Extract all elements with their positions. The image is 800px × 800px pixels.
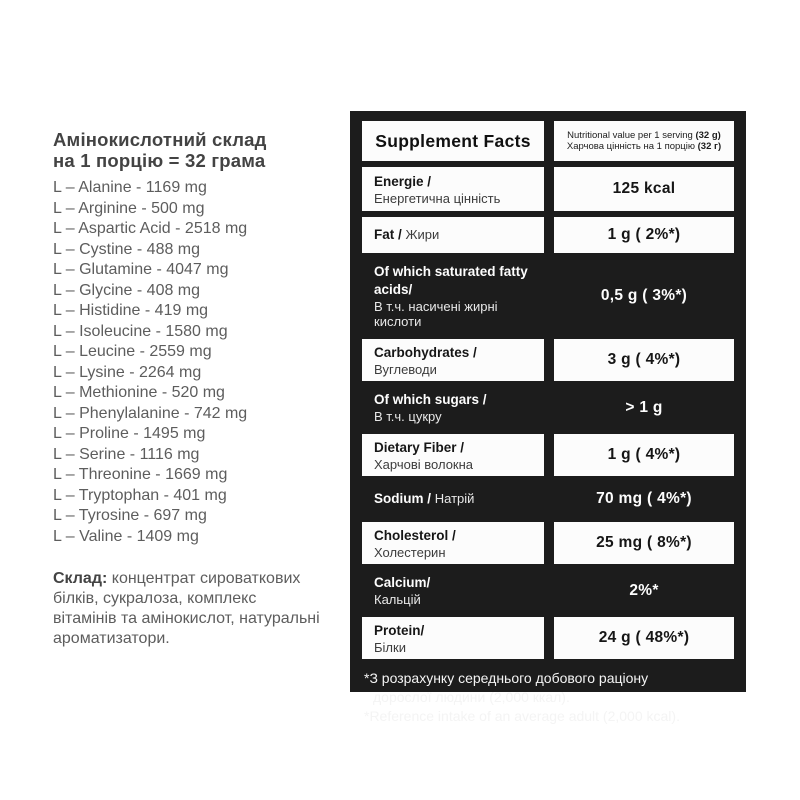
amino-acid-item: L – Glutamine - 4047 mg <box>53 261 229 278</box>
facts-row-fiber <box>362 434 734 476</box>
row-value: 70 mg ( 4%*) <box>596 490 692 507</box>
ingredients-line3: вітамінів та амінокислот, натуральні <box>53 610 320 627</box>
amino-acid-item: L – Alanine - 1169 mg <box>53 179 207 196</box>
facts-row-energy <box>362 167 734 211</box>
row-label-ua: Холестерин <box>374 544 446 560</box>
row-value: 25 mg ( 8%*) <box>554 522 734 564</box>
row-value: 1 g ( 2%*) <box>554 217 734 253</box>
footnote-ua-line2: дорослої людини (2,000 ккал). <box>373 689 570 705</box>
facts-row-sodium <box>362 482 734 516</box>
row-value: 2%* <box>629 581 659 599</box>
amino-acid-item: L – Tyrosine - 697 mg <box>53 507 207 524</box>
ingredients-label: Склад: <box>53 570 108 587</box>
row-label-ua: Енергетична цінність <box>374 190 501 206</box>
amino-acid-item: L – Proline - 1495 mg <box>53 425 206 442</box>
amino-acid-item: L – Histidine - 419 mg <box>53 302 209 319</box>
footnote-en: *Reference intake of an average adult (2,000 kcal). <box>364 708 680 724</box>
row-label-en: Energie / <box>374 173 432 189</box>
facts-row-fat <box>362 217 734 253</box>
footnote-ua-line1: *З розрахунку середнього добового раціону <box>364 670 649 686</box>
facts-header-row <box>362 121 734 161</box>
amino-acid-item: L – Phenylalanine - 742 mg <box>53 404 248 422</box>
row-label-en: Of which sugars / <box>374 392 487 407</box>
facts-footnote <box>362 665 734 732</box>
row-label-ua: Вуглеводи <box>374 361 437 377</box>
amino-acid-item: L – Threonine - 1669 mg <box>53 466 228 483</box>
facts-row-saturated-fat <box>362 259 734 333</box>
serving-info-en: Nutritional value per 1 serving (32 g) <box>567 129 721 141</box>
amino-panel-heading <box>53 129 353 171</box>
ingredients-paragraph <box>53 569 353 649</box>
ingredients-line1: концентрат сироваткових <box>107 570 301 587</box>
facts-serving-info <box>554 121 734 161</box>
row-value: 1 g ( 4%*) <box>554 434 734 476</box>
row-value: 125 kcal <box>554 167 734 211</box>
amino-heading-line1: Амінокислотний склад <box>53 129 267 150</box>
amino-acid-item: L – Glycine - 408 mg <box>53 281 201 299</box>
amino-acid-list <box>53 178 353 547</box>
serving-info-ua: Харчова цінність на 1 порцію (32 г) <box>566 141 722 152</box>
row-label-en: Fat / <box>374 227 406 242</box>
row-label-ua: Кальцій <box>374 592 421 607</box>
facts-row-calcium <box>362 570 734 611</box>
row-label-ua: Харчові волокна <box>374 456 474 472</box>
amino-acid-item: L – Methionine - 520 mg <box>53 384 225 401</box>
amino-acid-item: L – Aspartic Acid - 2518 mg <box>53 220 248 237</box>
facts-row-cholesterol <box>362 522 734 564</box>
amino-acid-item: L – Isoleucine - 1580 mg <box>53 322 228 340</box>
amino-acid-item: L – Serine - 1116 mg <box>53 445 200 463</box>
amino-acid-item: L – Arginine - 500 mg <box>53 199 205 217</box>
facts-title: Supplement Facts <box>362 121 544 161</box>
row-label-en: Cholesterol / <box>374 527 456 543</box>
row-label-en: Sodium / <box>374 491 435 506</box>
facts-row-carbohydrates <box>362 339 734 381</box>
row-value: 0,5 g ( 3%*) <box>600 287 688 304</box>
facts-row-sugars <box>362 387 734 428</box>
row-value: 3 g ( 4%*) <box>554 339 734 381</box>
row-label-ua: Натрій <box>434 491 475 506</box>
row-label-ua: В т.ч. цукру <box>374 409 442 424</box>
row-label-en: Carbohydrates / <box>374 344 477 360</box>
row-label-en: Of which saturated fatty acids/ <box>374 264 528 297</box>
row-label-en: Calcium/ <box>374 575 431 590</box>
row-label-ua: Жири <box>405 227 440 242</box>
facts-row-protein <box>362 617 734 659</box>
ingredients-line2: білків, сукралоза, комплекс <box>53 590 257 607</box>
row-value: > 1 g <box>625 398 663 416</box>
amino-acid-item: L – Lysine - 2264 mg <box>53 363 202 381</box>
row-label-ua: Білки <box>374 639 406 655</box>
amino-acid-item: L – Cystine - 488 mg <box>53 240 201 258</box>
amino-composition-panel <box>53 129 353 665</box>
amino-acid-item: L – Tryptophan - 401 mg <box>53 486 227 504</box>
supplement-facts-table <box>350 111 746 724</box>
ingredients-line4: ароматизатори. <box>53 630 170 647</box>
row-label-en: Dietary Fiber / <box>374 439 465 455</box>
amino-heading-line2: на 1 порцію = 32 грама <box>53 150 266 171</box>
row-value: 24 g ( 48%*) <box>554 617 734 659</box>
amino-acid-item: L – Valine - 1409 mg <box>53 527 199 545</box>
row-label-ua: В т.ч. насичені жирні кислоти <box>374 299 498 329</box>
amino-acid-item: L – Leucine - 2559 mg <box>53 343 212 360</box>
row-label-en: Protein/ <box>374 622 425 638</box>
